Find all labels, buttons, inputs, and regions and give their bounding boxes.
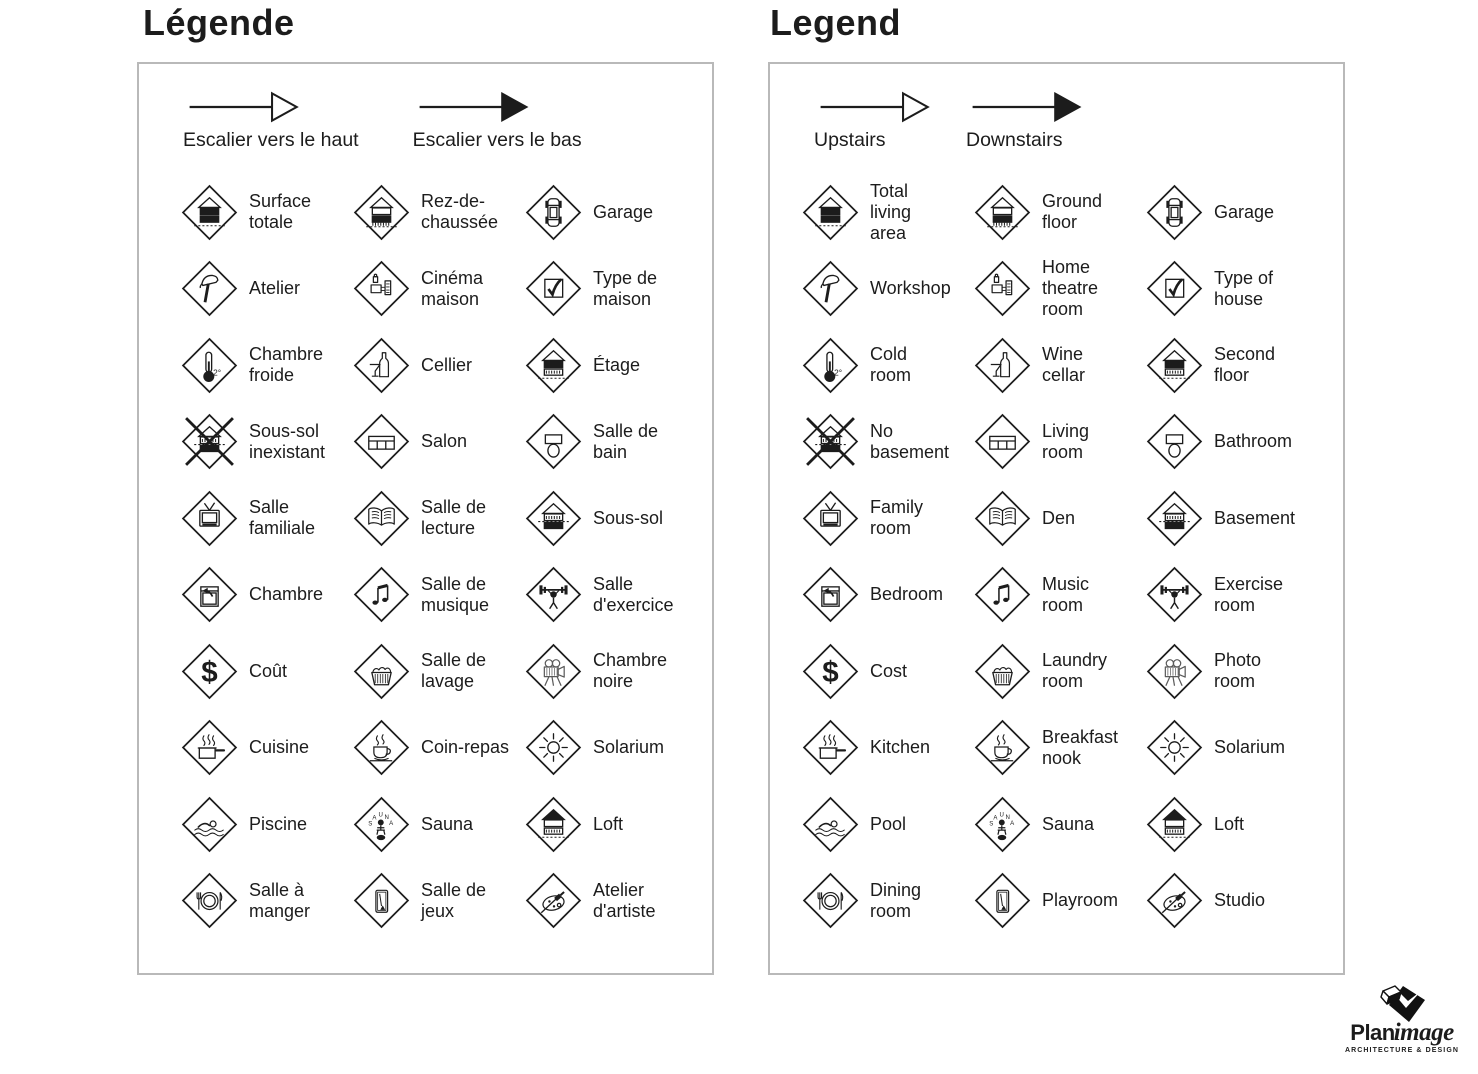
legend-item-label: Salle à manger [249,879,311,921]
legend-item [1146,413,1335,470]
swimmer-icon [802,796,859,853]
legend-item [1146,872,1335,929]
legend-item-label: Solarium [1214,737,1286,758]
legend-item-label: No basement [870,420,950,462]
legend-item [525,413,704,470]
photo-camera-icon [525,643,582,700]
toilet-icon [525,413,582,470]
photo-camera-icon [1146,643,1203,700]
legend-item-label: Garage [1214,201,1275,222]
planimage-logo [1334,984,1470,1054]
legend-item [974,796,1146,853]
legend-item [1146,260,1335,317]
weightlifter-icon [1146,566,1203,623]
legend-item-label: Home theatre room [1042,257,1099,320]
pool-table-icon [353,872,410,929]
legend-item-label: Breakfast nook [1042,726,1119,768]
coffee-cup-icon [353,719,410,776]
legend-item-label: Living room [1042,420,1090,462]
house-upper-floor-icon [525,337,582,394]
legend-item-label: Chambre froide [249,344,324,386]
place-setting-icon [181,872,238,929]
legend-item-label: Salle de lavage [421,650,487,692]
legend-item-label: Playroom [1042,890,1119,911]
legend-item-label: Cellier [421,354,473,375]
legend-item-label: Chambre noire [593,650,668,692]
bedroom-window-icon [802,566,859,623]
legend-title-en: Legend [770,2,902,43]
legend-item [353,490,525,547]
legend-item [181,566,353,623]
sofa-icon [353,413,410,470]
legend-item [525,643,704,700]
legend-item-label: Bathroom [1214,431,1293,452]
legend-item-label: Cold room [870,344,912,386]
legend-item-label: Cuisine [249,737,310,758]
legend-item [1146,490,1335,547]
legend-item-label: Cinéma maison [421,267,484,309]
legend-item-label: Type de maison [593,267,658,309]
legend-item [525,260,704,317]
sun-icon [1146,719,1203,776]
film-projector-icon [353,260,410,317]
legend-item-label: Piscine [249,813,308,834]
house-loft-icon [1146,796,1203,853]
legend-item-label: Total living area [870,180,912,243]
house-basement-icon [1146,490,1203,547]
legend-item [802,872,974,929]
legend-item-label: Coin-repas [421,737,510,758]
legend-item-label: Salle de lecture [421,497,487,539]
palette-icon [525,872,582,929]
tv-icon [181,490,238,547]
legend-item [181,184,353,241]
legend-item-label: Family room [870,497,923,539]
no-basement-icon [181,413,238,470]
thermometer-icon [802,337,859,394]
legend-item-label: Atelier d'artiste [593,879,656,921]
legend-item [353,184,525,241]
legend-panel-fr [137,62,714,975]
legend-item [1146,337,1335,394]
thermometer-icon [181,337,238,394]
open-book-icon [974,490,1031,547]
legend-item-label: Dining room [870,879,922,921]
legend-item [1146,184,1335,241]
legend-item [181,260,353,317]
legend-grid-fr [181,174,704,939]
open-book-icon [353,490,410,547]
legend-item [802,260,974,317]
legend-item-label: Rez-de-chaussée [421,191,499,233]
hammer-icon [181,260,238,317]
legend-item-label: Sauna [1042,813,1095,834]
legend-item-label: Ground floor [1042,191,1103,233]
legend-item [974,643,1146,700]
cooking-pot-icon [802,719,859,776]
planimage-wordmark [1334,1020,1470,1045]
legend-item [353,413,525,470]
palette-icon [1146,872,1203,929]
stairs-down-label: Downstairs [966,129,1063,151]
legend-item-label: Bedroom [870,584,944,605]
laundry-basket-icon [353,643,410,700]
legend-item-label: Loft [593,813,624,834]
bedroom-window-icon [181,566,238,623]
house-basement-icon [525,490,582,547]
legend-item-label: Garage [593,201,654,222]
stairs-down-arrow-icon [413,90,535,124]
checkbox-icon [1146,260,1203,317]
legend-item [802,643,974,700]
legend-item [181,872,353,929]
legend-item [974,566,1146,623]
legend-item [1146,796,1335,853]
legend-item [353,643,525,700]
house-loft-icon [525,796,582,853]
music-note-icon [353,566,410,623]
laundry-basket-icon [974,643,1031,700]
legend-item [974,413,1146,470]
legend-item [181,413,353,470]
legend-item [525,796,704,853]
stair-arrows-en [814,90,1343,154]
legend-item-label: Studio [1214,890,1266,911]
house-total-area-icon [802,184,859,241]
legend-item-label: Den [1042,507,1076,528]
legend-item [353,260,525,317]
legend-item [802,566,974,623]
legend-item-label: Cost [870,660,908,681]
legend-title-fr: Légende [143,2,295,43]
legend-panel-en [768,62,1345,975]
legend-item-label: Salle de musique [421,573,490,615]
house-total-area-icon [181,184,238,241]
legend-item [974,184,1146,241]
legend-item [525,337,704,394]
legend-item-label: Wine cellar [1042,344,1086,386]
car-garage-icon [525,184,582,241]
legend-item-label: Atelier [249,278,301,299]
legend-item-label: Sous-sol inexistant [249,420,326,462]
legend-item-label: Salle familiale [249,497,316,539]
coffee-cup-icon [974,719,1031,776]
legend-item-label: Salon [421,431,468,452]
sun-icon [525,719,582,776]
weightlifter-icon [525,566,582,623]
house-ground-floor-icon [974,184,1031,241]
wine-icon [974,337,1031,394]
legend-item-label: Exercise room [1214,573,1284,615]
sauna-icon [353,796,410,853]
toilet-icon [1146,413,1203,470]
legend-item [181,643,353,700]
dollar-icon [802,643,859,700]
stairs-down-item [966,90,1088,154]
legend-item-label: Loft [1214,813,1245,834]
planimage-logo-icon [1372,984,1428,1024]
legend-item [802,796,974,853]
stairs-down-label: Escalier vers le bas [412,129,582,151]
legend-item [181,796,353,853]
legend-item [974,257,1146,320]
stair-arrows-fr [183,90,712,154]
legend-item [1146,719,1335,776]
dollar-icon [181,643,238,700]
car-garage-icon [1146,184,1203,241]
stairs-down-arrow-icon [966,90,1088,124]
cooking-pot-icon [181,719,238,776]
stairs-up-label: Escalier vers le haut [183,129,359,151]
sofa-icon [974,413,1031,470]
legend-item [353,796,525,853]
stairs-up-arrow-icon [183,90,305,124]
logo-brand-plan: Plan [1350,1020,1395,1045]
legend-item [525,872,704,929]
swimmer-icon [181,796,238,853]
legend-item [802,719,974,776]
legend-item-label: Music room [1042,573,1090,615]
legend-item [974,719,1146,776]
legend-item-label: Surface totale [249,191,312,233]
legend-item [525,184,704,241]
legend-item-label: Salle de bain [593,420,659,462]
legend-item-label: Kitchen [870,737,931,758]
stairs-up-item [814,90,936,154]
stairs-up-arrow-icon [814,90,936,124]
legend-item-label: Laundry room [1042,650,1108,692]
legend-item-label: Coût [249,660,288,681]
legend-item [974,337,1146,394]
legend-item [974,490,1146,547]
legend-item [181,719,353,776]
pool-table-icon [974,872,1031,929]
legend-item-label: Photo room [1214,650,1262,692]
checkbox-icon [525,260,582,317]
legend-item [802,413,974,470]
legend-item [974,872,1146,929]
house-ground-floor-icon [353,184,410,241]
stairs-down-item [413,90,582,154]
legend-item [802,337,974,394]
music-note-icon [974,566,1031,623]
legend-item-label: Sauna [421,813,474,834]
logo-tagline: ARCHITECTURE & DESIGN [1344,1047,1460,1054]
legend-item [353,872,525,929]
wine-icon [353,337,410,394]
legend-item [353,566,525,623]
legend-item [802,490,974,547]
legend-item-label: Type of house [1214,267,1274,309]
legend-item-label: Salle de jeux [421,879,487,921]
legend-item [353,719,525,776]
legend-item-label: Solarium [593,737,665,758]
film-projector-icon [974,260,1031,317]
legend-item [181,490,353,547]
legend-item [181,337,353,394]
tv-icon [802,490,859,547]
legend-item-label: Salle d'exercice [593,573,674,615]
house-upper-floor-icon [1146,337,1203,394]
legend-item [525,490,704,547]
hammer-icon [802,260,859,317]
stairs-up-label: Upstairs [814,129,886,151]
legend-item [1146,643,1335,700]
legend-item-label: Sous-sol [593,507,664,528]
legend-item-label: Second floor [1214,344,1276,386]
sauna-icon [974,796,1031,853]
legend-item-label: Workshop [870,278,951,299]
legend-item [1146,566,1335,623]
legend-item [525,566,704,623]
legend-grid-en [802,174,1335,939]
legend-item [353,337,525,394]
place-setting-icon [802,872,859,929]
legend-item [525,719,704,776]
legend-item [802,181,974,244]
logo-brand-image: image [1393,1019,1454,1046]
legend-item-label: Chambre [249,584,324,605]
legend-item-label: Étage [593,354,641,375]
legend-item-label: Pool [870,813,907,834]
stairs-up-item [183,90,359,154]
legend-item-label: Basement [1214,507,1296,528]
no-basement-icon [802,413,859,470]
